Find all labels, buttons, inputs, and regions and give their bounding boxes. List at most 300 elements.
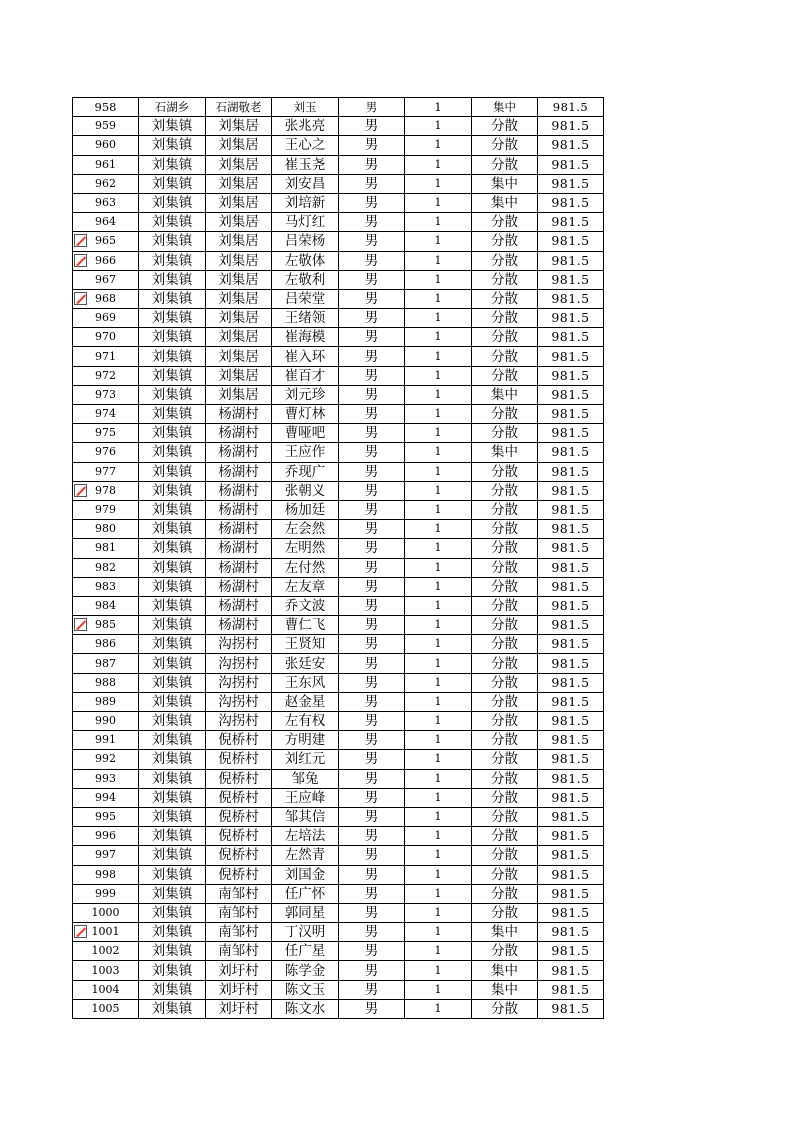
cell-number [73, 942, 139, 961]
cell-sex [339, 500, 405, 519]
cell-amount-text: 981.5 [551, 386, 590, 402]
cell-count-text: 1 [434, 407, 442, 421]
cell-amount [538, 155, 604, 174]
cell-count-text: 1 [434, 138, 442, 152]
cell-amount-text: 981.5 [551, 329, 590, 345]
cell-name-text: 王绪领 [284, 310, 326, 327]
cell-village-text: 倪桥村 [218, 809, 259, 826]
cell-village [206, 232, 272, 251]
cell-amount [538, 692, 604, 711]
cell-count-text: 1 [434, 637, 442, 651]
cell-name-text: 郭同星 [284, 904, 326, 921]
cell-count-text: 1 [434, 1001, 442, 1015]
cell-mode [472, 673, 538, 692]
cell-count-text: 1 [434, 503, 442, 517]
cell-amount-text: 981.5 [551, 885, 590, 901]
cell-town [139, 923, 206, 942]
cell-number-text: 988 [95, 675, 116, 689]
cell-town-text: 刘集镇 [151, 463, 193, 480]
cell-number-text: 968 [95, 291, 116, 305]
cell-amount-text: 981.5 [551, 751, 590, 767]
cell-name-text: 刘培新 [284, 195, 326, 212]
cell-town-text: 刘集镇 [151, 904, 193, 921]
table-row [73, 520, 604, 539]
cell-town [139, 424, 206, 443]
cell-mode-text: 分散 [491, 578, 518, 595]
cell-count [405, 577, 472, 596]
cell-mode [472, 443, 538, 462]
comment-marker-icon[interactable] [74, 618, 87, 631]
cell-name-text: 刘安昌 [284, 175, 326, 192]
cell-amount [538, 251, 604, 270]
cell-town-text: 刘集镇 [151, 559, 193, 576]
cell-mode [472, 270, 538, 289]
cell-name [272, 827, 339, 846]
cell-mode-text: 分散 [491, 329, 518, 346]
cell-village-text: 刘集居 [218, 195, 259, 212]
cell-name [272, 750, 339, 769]
cell-count-text: 1 [434, 272, 442, 286]
cell-count [405, 980, 472, 999]
cell-count [405, 654, 472, 673]
cell-village-text: 倪桥村 [218, 770, 259, 787]
cell-amount-text: 981.5 [551, 1000, 590, 1016]
cell-name [272, 98, 339, 117]
cell-number-text: 963 [95, 196, 116, 210]
cell-sex-text: 男 [364, 578, 379, 595]
cell-village-text: 沟拐村 [218, 655, 259, 672]
cell-number-text: 985 [95, 618, 116, 632]
cell-mode [472, 347, 538, 366]
cell-count [405, 942, 472, 961]
table-row [73, 289, 604, 308]
cell-number [73, 731, 139, 750]
cell-village-text: 南邹村 [218, 924, 259, 941]
cell-village-text: 倪桥村 [218, 828, 259, 845]
cell-count-text: 1 [434, 330, 442, 344]
cell-name [272, 577, 339, 596]
cell-count-text: 1 [434, 253, 442, 267]
cell-village [206, 942, 272, 961]
cell-name-text: 任广星 [284, 943, 326, 960]
table-row [73, 232, 604, 251]
cell-amount-text: 981.5 [551, 655, 590, 671]
cell-name [272, 500, 339, 519]
cell-amount [538, 347, 604, 366]
cell-town-text: 刘集镇 [151, 943, 193, 960]
cell-number-text: 964 [95, 215, 116, 229]
cell-sex-text: 男 [364, 866, 379, 883]
cell-count [405, 539, 472, 558]
cell-number-text: 981 [95, 541, 116, 555]
cell-name-text: 邹兔 [291, 770, 319, 787]
cell-town-text: 刘集镇 [151, 962, 193, 979]
cell-amount [538, 289, 604, 308]
cell-mode [472, 692, 538, 711]
cell-number [73, 174, 139, 193]
cell-town [139, 558, 206, 577]
cell-mode-text: 分散 [491, 943, 518, 960]
cell-name [272, 117, 339, 136]
cell-number [73, 692, 139, 711]
cell-count-text: 1 [434, 234, 442, 248]
cell-amount-text: 981.5 [551, 866, 590, 882]
cell-amount-text: 981.5 [551, 962, 590, 978]
cell-count [405, 999, 472, 1018]
table-row [73, 961, 604, 980]
cell-amount [538, 596, 604, 615]
cell-mode [472, 865, 538, 884]
cell-number [73, 328, 139, 347]
table-row [73, 616, 604, 635]
cell-mode [472, 558, 538, 577]
cell-amount [538, 903, 604, 922]
cell-village [206, 923, 272, 942]
cell-mode-text: 分散 [491, 540, 518, 557]
cell-sex-text: 男 [364, 924, 379, 941]
cell-sex-text: 男 [364, 674, 379, 691]
cell-count-text: 1 [434, 368, 442, 382]
cell-count-text: 1 [434, 387, 442, 401]
comment-marker-icon[interactable] [74, 292, 87, 305]
cell-number-text: 986 [95, 637, 116, 651]
cell-name-text: 曹仁飞 [284, 617, 326, 634]
cell-count [405, 213, 472, 232]
cell-count [405, 136, 472, 155]
table-row [73, 596, 604, 615]
cell-count [405, 865, 472, 884]
cell-village-text: 杨湖村 [218, 559, 259, 576]
cell-sex-text: 男 [364, 195, 379, 212]
cell-number [73, 750, 139, 769]
cell-count-text: 1 [434, 925, 442, 939]
cell-count-text: 1 [434, 714, 442, 728]
cell-count-text: 1 [434, 522, 442, 536]
table-row [73, 635, 604, 654]
cell-town [139, 903, 206, 922]
cell-number-text: 961 [95, 157, 116, 171]
cell-village [206, 596, 272, 615]
cell-mode [472, 424, 538, 443]
cell-sex [339, 616, 405, 635]
cell-amount [538, 539, 604, 558]
cell-number [73, 405, 139, 424]
cell-mode-text: 分散 [491, 885, 518, 902]
table-row [73, 155, 604, 174]
table-row [73, 673, 604, 692]
cell-amount [538, 980, 604, 999]
cell-name [272, 923, 339, 942]
cell-sex [339, 251, 405, 270]
cell-name-text: 崔玉尧 [284, 156, 326, 173]
cell-count [405, 616, 472, 635]
cell-sex [339, 462, 405, 481]
cell-mode-text: 分散 [491, 789, 518, 806]
cell-town [139, 289, 206, 308]
cell-name [272, 328, 339, 347]
cell-town-text: 刘集镇 [151, 597, 193, 614]
cell-sex-text: 男 [364, 904, 379, 921]
cell-sex [339, 980, 405, 999]
cell-town-text: 刘集镇 [151, 809, 193, 826]
cell-town-text: 刘集镇 [151, 386, 193, 403]
cell-count [405, 270, 472, 289]
cell-sex [339, 635, 405, 654]
cell-name-text: 吕荣堂 [284, 290, 326, 307]
cell-sex-text: 男 [364, 693, 379, 710]
cell-number [73, 385, 139, 404]
cell-name-text: 陈学金 [284, 962, 326, 979]
comment-marker-icon[interactable] [74, 925, 87, 938]
cell-town [139, 347, 206, 366]
cell-mode-text: 集中 [491, 386, 518, 403]
cell-amount [538, 558, 604, 577]
cell-town [139, 807, 206, 826]
cell-village [206, 289, 272, 308]
cell-mode [472, 462, 538, 481]
cell-number [73, 635, 139, 654]
table-row [73, 193, 604, 212]
comment-marker-icon[interactable] [74, 254, 87, 267]
cell-town [139, 865, 206, 884]
cell-count [405, 232, 472, 251]
cell-mode [472, 712, 538, 731]
cell-number-text: 1002 [91, 944, 120, 958]
cell-town [139, 827, 206, 846]
cell-mode-text: 分散 [491, 693, 518, 710]
cell-number [73, 616, 139, 635]
cell-number-text: 997 [95, 848, 116, 862]
cell-number [73, 999, 139, 1018]
cell-sex [339, 193, 405, 212]
cell-sex [339, 865, 405, 884]
cell-mode [472, 923, 538, 942]
cell-town-text: 刘集镇 [151, 924, 193, 941]
cell-number-text: 984 [95, 598, 116, 612]
cell-sex [339, 827, 405, 846]
table-row [73, 923, 604, 942]
cell-amount-text: 981.5 [551, 195, 590, 211]
cell-number [73, 788, 139, 807]
cell-amount [538, 673, 604, 692]
cell-sex-text: 男 [364, 233, 379, 250]
cell-number-text: 996 [95, 829, 116, 843]
cell-village-text: 杨湖村 [218, 425, 259, 442]
cell-amount [538, 193, 604, 212]
cell-name [272, 539, 339, 558]
cell-town-text: 刘集镇 [151, 866, 193, 883]
cell-village-text: 刘集居 [218, 310, 259, 327]
cell-name-text: 王贤知 [284, 636, 326, 653]
cell-village-text: 杨湖村 [218, 482, 259, 499]
cell-mode-text: 分散 [491, 425, 518, 442]
cell-count [405, 750, 472, 769]
cell-count [405, 731, 472, 750]
cell-number-text: 994 [95, 790, 116, 804]
cell-sex-text: 男 [364, 137, 379, 154]
cell-mode [472, 980, 538, 999]
cell-number-text: 999 [95, 886, 116, 900]
data-table [72, 97, 604, 1019]
cell-town [139, 635, 206, 654]
cell-town-text: 刘集镇 [151, 617, 193, 634]
cell-sex-text: 男 [364, 252, 379, 269]
cell-mode-text: 分散 [491, 406, 518, 423]
cell-town [139, 712, 206, 731]
cell-sex-text: 男 [364, 482, 379, 499]
table-row [73, 539, 604, 558]
comment-marker-icon[interactable] [74, 484, 87, 497]
comment-marker-icon[interactable] [74, 234, 87, 247]
cell-name-text: 王应峰 [284, 789, 326, 806]
cell-name-text: 刘元珍 [284, 386, 326, 403]
cell-count [405, 596, 472, 615]
cell-amount-text: 981.5 [551, 118, 590, 134]
cell-number-text: 992 [95, 752, 116, 766]
cell-mode-text: 集中 [491, 444, 518, 461]
cell-number [73, 923, 139, 942]
cell-mode [472, 750, 538, 769]
cell-count-text: 1 [434, 157, 442, 171]
cell-town-text: 刘集镇 [151, 233, 193, 250]
cell-amount [538, 788, 604, 807]
cell-count-text: 1 [434, 982, 442, 996]
cell-town [139, 942, 206, 961]
cell-mode-text: 分散 [491, 847, 518, 864]
cell-count-text: 1 [434, 291, 442, 305]
cell-mode-text: 分散 [491, 118, 518, 135]
cell-count [405, 788, 472, 807]
cell-village [206, 309, 272, 328]
cell-town-text: 刘集镇 [151, 156, 193, 173]
cell-mode [472, 251, 538, 270]
cell-village-text: 石湖敬老 [215, 100, 262, 115]
cell-number-text: 958 [94, 100, 117, 115]
cell-town [139, 673, 206, 692]
cell-mode [472, 213, 538, 232]
cell-sex-text: 男 [364, 1000, 379, 1017]
cell-amount [538, 213, 604, 232]
cell-name [272, 673, 339, 692]
cell-town [139, 654, 206, 673]
cell-count [405, 405, 472, 424]
cell-mode [472, 999, 538, 1018]
cell-mode-text: 分散 [491, 137, 518, 154]
cell-name-text: 王应作 [284, 444, 326, 461]
cell-name-text: 崔海模 [284, 329, 326, 346]
cell-number-text: 967 [95, 272, 116, 286]
cell-mode-text: 集中 [491, 175, 518, 192]
cell-amount-text: 981.5 [551, 904, 590, 920]
cell-name [272, 251, 339, 270]
cell-mode-text: 分散 [491, 271, 518, 288]
cell-count [405, 443, 472, 462]
cell-name [272, 654, 339, 673]
cell-amount-text: 981.5 [551, 636, 590, 652]
cell-name [272, 462, 339, 481]
cell-village [206, 884, 272, 903]
cell-number-text: 974 [95, 407, 116, 421]
cell-amount [538, 750, 604, 769]
cell-village [206, 999, 272, 1018]
cell-sex [339, 731, 405, 750]
cell-sex [339, 270, 405, 289]
cell-amount-text: 981.5 [551, 809, 590, 825]
cell-name [272, 558, 339, 577]
cell-village [206, 117, 272, 136]
table-row [73, 213, 604, 232]
cell-mode-text: 分散 [491, 751, 518, 768]
cell-village [206, 750, 272, 769]
cell-mode-text: 分散 [491, 866, 518, 883]
cell-town-text: 刘集镇 [151, 425, 193, 442]
cell-amount [538, 846, 604, 865]
cell-number-text: 970 [95, 330, 116, 344]
cell-sex [339, 328, 405, 347]
cell-town [139, 788, 206, 807]
cell-name [272, 309, 339, 328]
cell-sex [339, 309, 405, 328]
cell-name-text: 左明然 [284, 540, 326, 557]
cell-sex [339, 481, 405, 500]
table-row [73, 865, 604, 884]
cell-number-text: 976 [95, 445, 116, 459]
cell-count-text: 1 [434, 445, 442, 459]
cell-number-text: 971 [95, 349, 116, 363]
cell-town [139, 692, 206, 711]
cell-town-text: 刘集镇 [151, 636, 193, 653]
cell-name [272, 692, 339, 711]
cell-number-text: 987 [95, 656, 116, 670]
cell-amount-text: 981.5 [551, 214, 590, 230]
cell-sex-text: 男 [364, 329, 379, 346]
cell-amount-text: 981.5 [551, 617, 590, 633]
cell-town [139, 980, 206, 999]
cell-mode [472, 136, 538, 155]
table-row [73, 424, 604, 443]
cell-number [73, 827, 139, 846]
cell-amount [538, 769, 604, 788]
cell-mode-text: 分散 [491, 809, 518, 826]
cell-mode-text: 分散 [491, 1000, 518, 1017]
cell-name-text: 张廷安 [284, 655, 326, 672]
cell-name [272, 731, 339, 750]
cell-count [405, 903, 472, 922]
table-row [73, 366, 604, 385]
cell-name-text: 左会然 [284, 521, 326, 538]
cell-count-text: 1 [434, 176, 442, 190]
cell-town [139, 328, 206, 347]
cell-mode [472, 731, 538, 750]
cell-village-text: 倪桥村 [218, 751, 259, 768]
table-row [73, 769, 604, 788]
cell-name-text: 马灯红 [284, 214, 326, 231]
table-row [73, 577, 604, 596]
cell-number-text: 966 [95, 253, 116, 267]
cell-name [272, 961, 339, 980]
cell-town [139, 174, 206, 193]
cell-amount-text: 981.5 [551, 521, 590, 537]
cell-amount-text: 981.5 [551, 502, 590, 518]
cell-mode-text: 分散 [491, 348, 518, 365]
cell-name-text: 左友章 [284, 578, 326, 595]
cell-number [73, 481, 139, 500]
cell-village [206, 328, 272, 347]
cell-name [272, 807, 339, 826]
cell-name-text: 方明建 [284, 732, 326, 749]
cell-town [139, 846, 206, 865]
cell-number [73, 807, 139, 826]
